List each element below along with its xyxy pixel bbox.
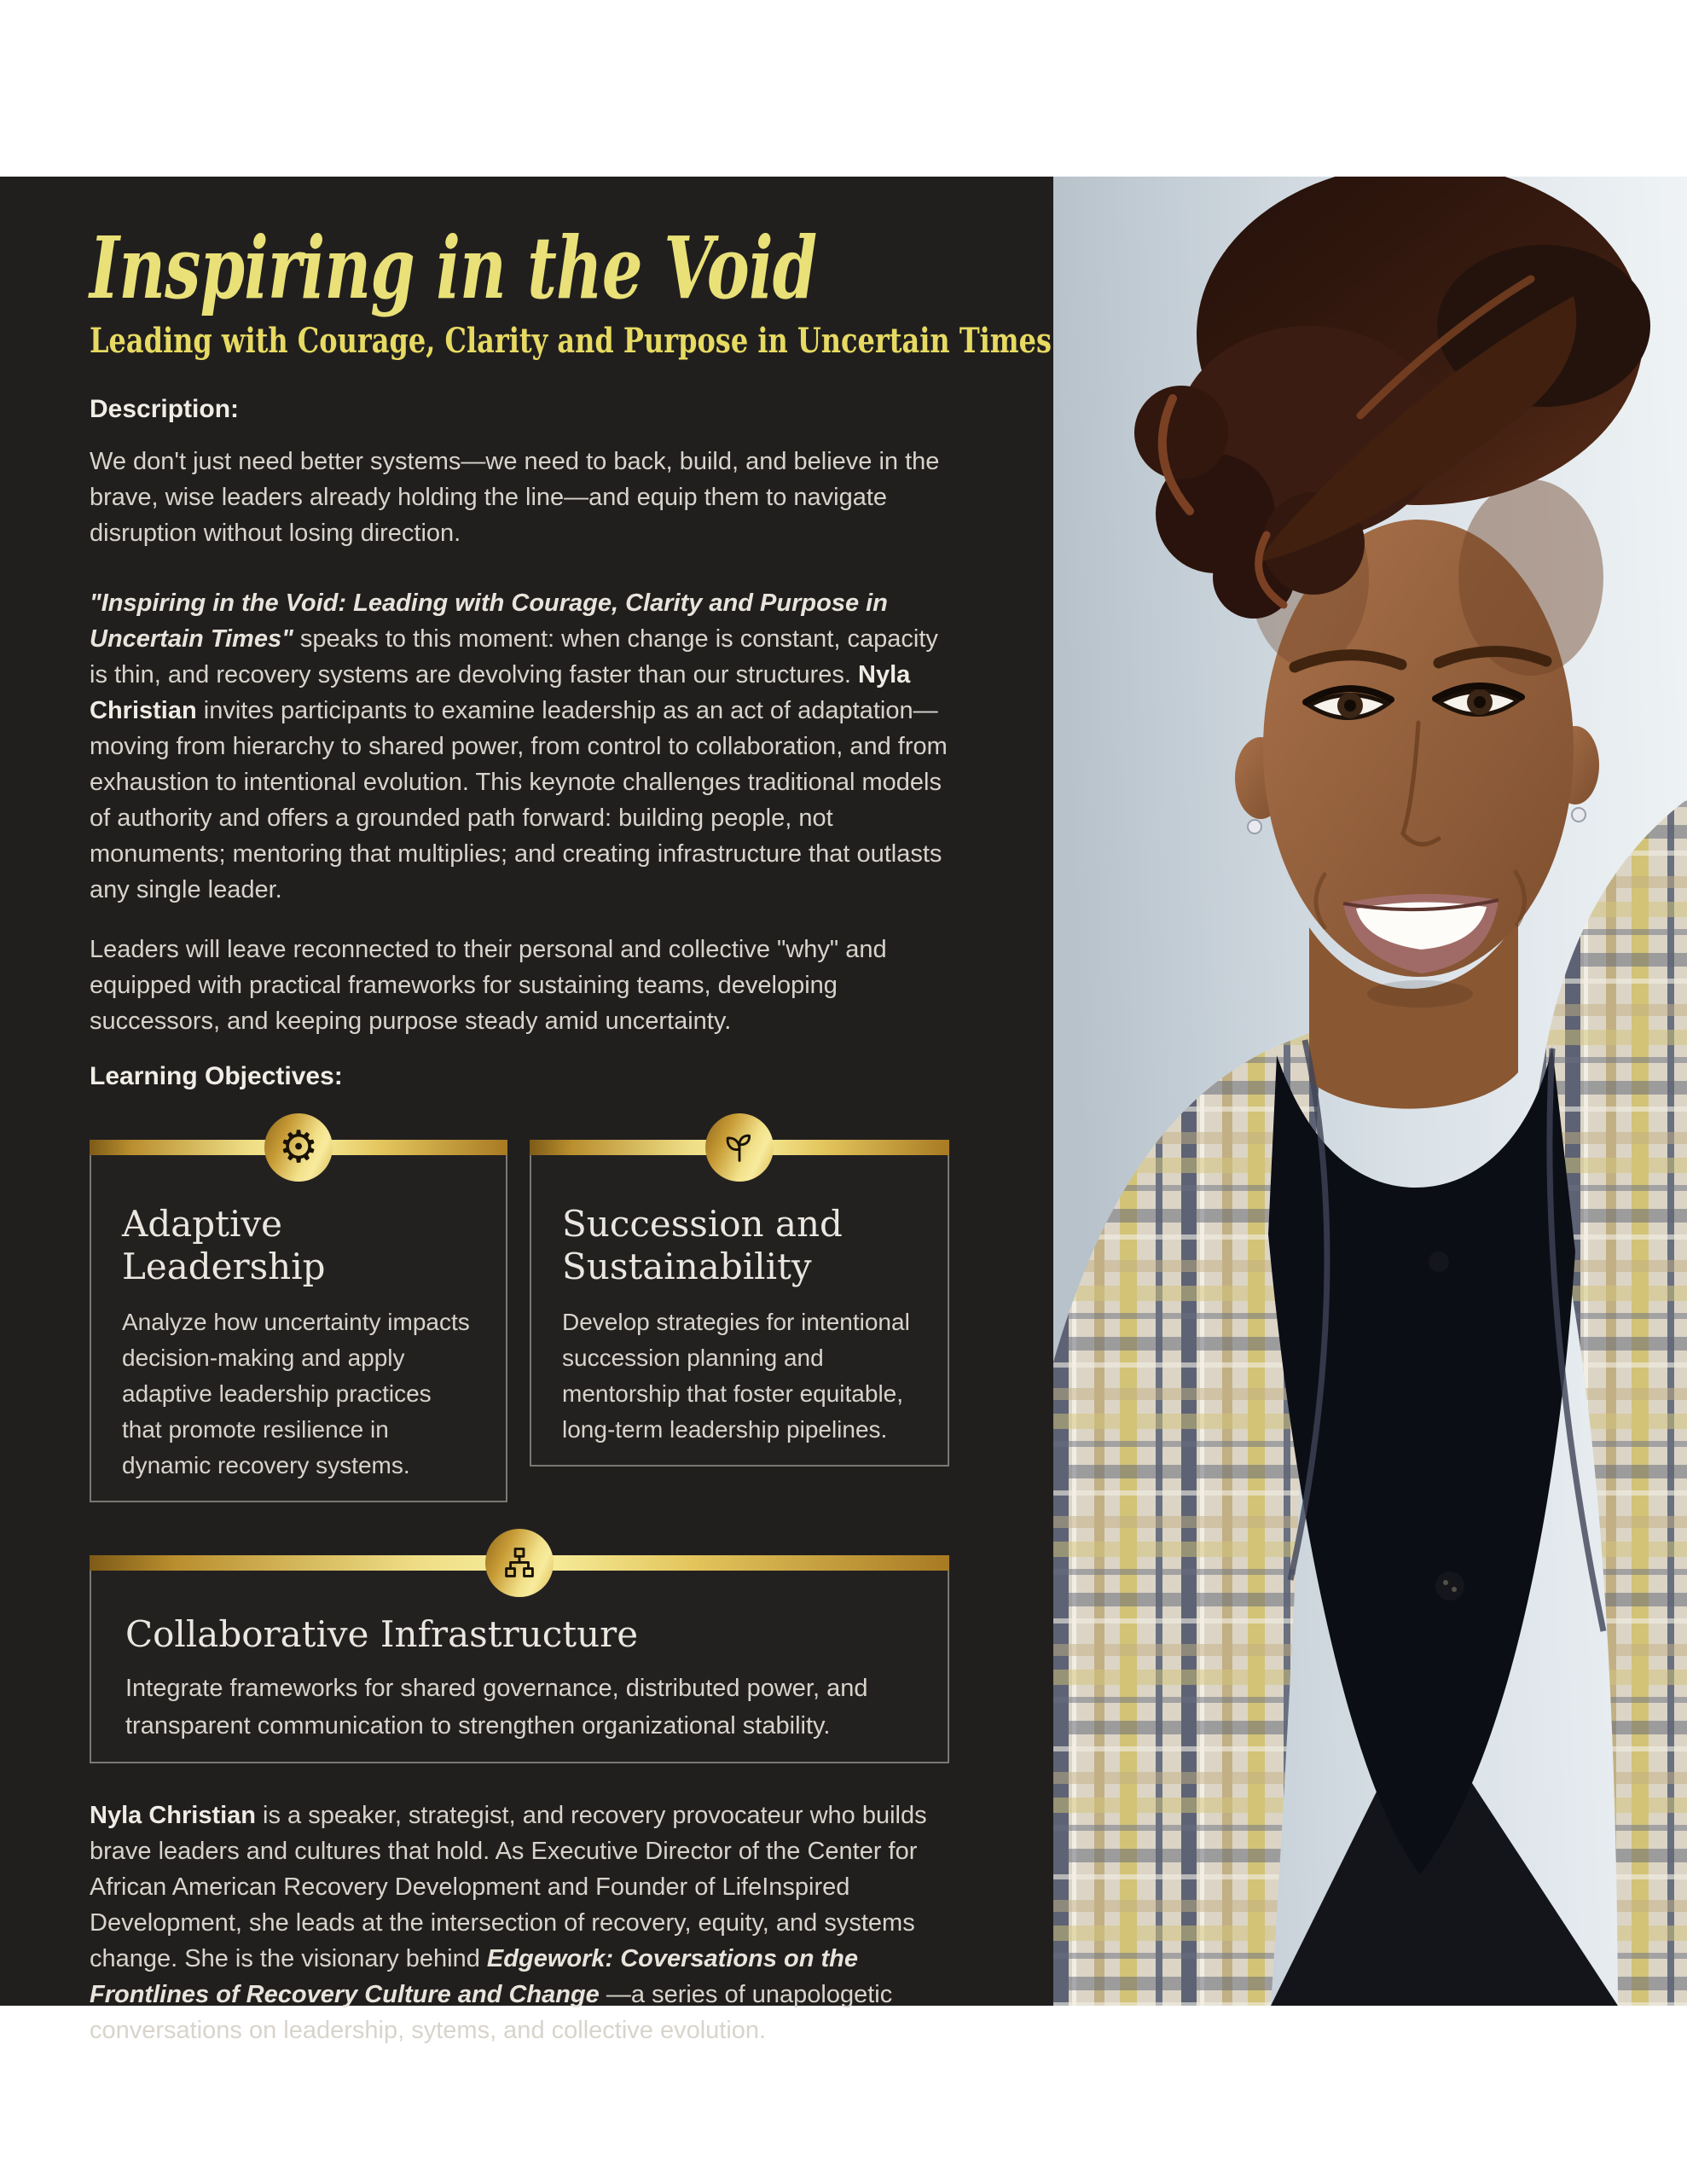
learning-objectives-label: Learning Objectives:	[90, 1062, 343, 1090]
bio-text: —a series of unapologetic conversations on leadership, sytems, and collective evolution.	[90, 1980, 893, 2044]
speaker-name: Nyla Christian	[90, 661, 911, 724]
page-subtitle: Leading with Courage, Clarity and Purpose in Uncertain Times	[90, 321, 1052, 361]
speaker-portrait-photo	[1053, 177, 1687, 2006]
card-title: Adaptive Leadership	[122, 1203, 326, 1287]
card-title: Succession and Sustainability	[562, 1203, 843, 1287]
card-succession-sustainability	[530, 1140, 949, 1502]
speaker-name: Nyla Christian	[90, 1801, 256, 1829]
earring	[1248, 820, 1261, 834]
seedling-icon	[721, 1129, 758, 1166]
card-title: Collaborative Infrastructure	[125, 1613, 639, 1656]
page-title: Inspiring in the Void	[90, 218, 817, 318]
objective-cards-row	[90, 1122, 955, 1502]
card-text: Integrate frameworks for shared governance, distributed power, and transparent communication to strengthen organizational stability.	[125, 1674, 868, 1740]
paragraph-text: speaks to this moment: when change is constant, capacity is thin, and recovery systems are devolving faster than our structures.	[90, 625, 938, 688]
earring	[1572, 808, 1586, 822]
card-adaptive-leadership	[90, 1122, 507, 1502]
card-collaborative-infrastructure	[90, 1555, 949, 1763]
bio-text: is a speaker, strategist, and recovery provocateur who builds brave leaders and cultures that hold. As Executive Director of the Center for African American Recovery Development and Founder of LifeInspired Development, she leads at the intersection of recovery, equity, and systems change. She is the visionary behind	[90, 1801, 927, 1972]
card-body	[530, 1155, 949, 1467]
gold-circle	[485, 1529, 554, 1597]
card-text: Analyze how uncertainty impacts decision-making and apply adaptive leadership practices that promote resilience in dynamic recovery systems.	[122, 1309, 470, 1479]
sitemap-icon	[501, 1544, 538, 1582]
paragraph-text: invites participants to examine leadership as an act of adaptation—moving from hierarchy to shared power, from control to collaboration, and from exhaustion to intentional evolution. This keynote challenges traditional models of authority and offers a grounded path forward: building people, not monuments; mentoring that multiplies; and creating infrastructure that outlasts any single leader.	[90, 697, 948, 903]
keynote-title-quote: "Inspiring in the Void: Leading with Courage, Clarity and Purpose in Uncertain Times"	[90, 590, 888, 653]
speaker-bio	[90, 1798, 955, 2048]
content-panel	[0, 177, 1053, 2044]
description-paragraph-1: We don't just need better systems—we need to back, build, and believe in the brave, wise leaders already holding the line—and equip them to navigate disruption without losing direction.	[90, 448, 940, 547]
card-body	[90, 1155, 507, 1502]
gear-icon: ⚙	[278, 1122, 319, 1173]
description-paragraph-2	[90, 585, 955, 908]
gold-circle	[264, 1113, 333, 1182]
description-label: Description:	[90, 395, 240, 423]
description-paragraph-3: Leaders will leave reconnected to their personal and collective "why" and equipped with practical frameworks for sustaining teams, developing successors, and keeping purpose steady amid uncertainty.	[90, 936, 887, 1035]
portrait-illustration	[1053, 177, 1687, 2006]
gold-circle	[705, 1113, 774, 1182]
card-body	[90, 1571, 949, 1763]
edgework-series-title: Edgework: Coversations on the Frontlines of Recovery Culture and Change	[90, 1944, 858, 2008]
card-text: Develop strategies for intentional succession planning and mentorship that foster equitable, long-term leadership pipelines.	[562, 1309, 910, 1443]
